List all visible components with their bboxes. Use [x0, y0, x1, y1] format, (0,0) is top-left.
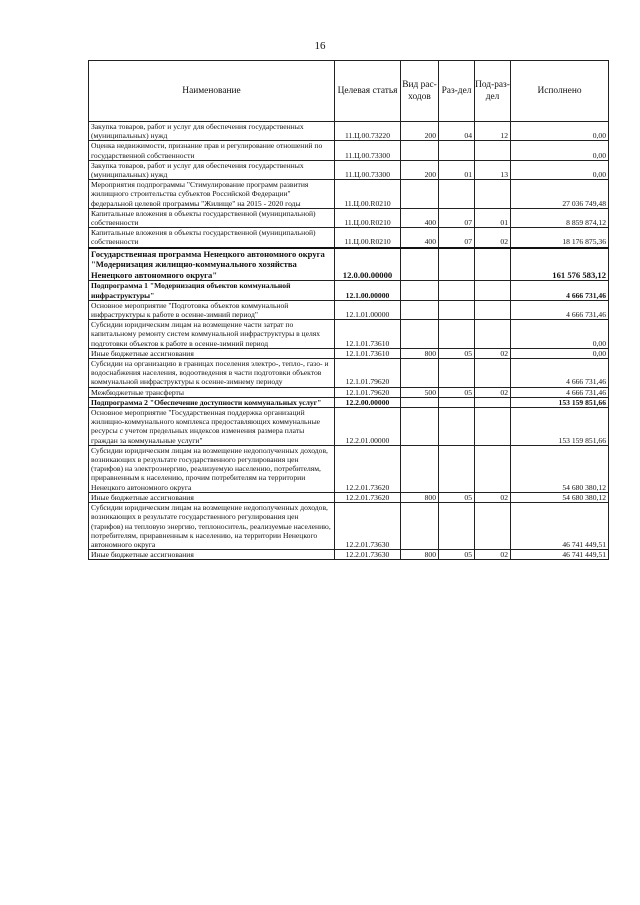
page-number: 16: [314, 40, 326, 52]
table-row: [89, 503, 609, 550]
cell-expense-type: 200: [401, 122, 439, 141]
header-section: Раз-дел: [439, 61, 475, 122]
table-row: [89, 141, 609, 160]
cell-expense-type: [401, 180, 439, 209]
cell-target-article: 12.2.01.00000: [335, 408, 401, 446]
cell-subsection: 02: [475, 492, 511, 502]
cell-name: Основное мероприятие "Подготовка объектов коммунальной инфраструктуры к работе в осенне-зимний период": [89, 300, 335, 319]
cell-subsection: 02: [475, 228, 511, 248]
cell-target-article: 11.Ц.00.R0210: [335, 228, 401, 248]
cell-executed: 161 576 583,12: [511, 248, 609, 281]
cell-name: Межбюджетные трансферты: [89, 387, 335, 397]
cell-executed: 46 741 449,51: [511, 550, 609, 560]
cell-name: Государственная программа Ненецкого автономного округа "Модернизация жилищно-коммунального хозяйства Ненецкого автономного округа": [89, 248, 335, 281]
cell-section: 07: [439, 228, 475, 248]
table-row: [89, 408, 609, 446]
cell-subsection: 01: [475, 208, 511, 227]
cell-section: [439, 445, 475, 492]
cell-name: Иные бюджетные ассигнования: [89, 492, 335, 502]
cell-target-article: 12.0.00.00000: [335, 248, 401, 281]
cell-name: Иные бюджетные ассигнования: [89, 348, 335, 358]
cell-target-article: 12.1.01.73610: [335, 320, 401, 349]
cell-target-article: 12.1.00.00000: [335, 281, 401, 300]
table-row: [89, 359, 609, 388]
cell-target-article: 12.1.01.79620: [335, 359, 401, 388]
cell-expense-type: [401, 320, 439, 349]
cell-expense-type: 800: [401, 348, 439, 358]
table-row: [89, 348, 609, 358]
cell-expense-type: 800: [401, 492, 439, 502]
cell-section: [439, 248, 475, 281]
table-row: [89, 387, 609, 397]
cell-target-article: 11.Ц.00.73300: [335, 141, 401, 160]
table-row: [89, 397, 609, 407]
cell-subsection: [475, 141, 511, 160]
cell-name: Иные бюджетные ассигнования: [89, 550, 335, 560]
table-row: [89, 492, 609, 502]
cell-subsection: 02: [475, 550, 511, 560]
cell-name: Капитальные вложения в объекты государственной (муниципальной) собственности: [89, 208, 335, 227]
cell-target-article: 12.2.00.00000: [335, 397, 401, 407]
cell-expense-type: 200: [401, 160, 439, 179]
cell-name: Основное мероприятие "Государственная поддержка организаций жилищно-коммунального комплекса предоставляющих коммунальные ресурсы с учетом предельных индексов изменения размера платы граждан за коммунальные услуги": [89, 408, 335, 446]
cell-section: [439, 180, 475, 209]
cell-executed: 4 666 731,46: [511, 359, 609, 388]
cell-executed: 54 680 380,12: [511, 445, 609, 492]
cell-executed: 153 159 851,66: [511, 408, 609, 446]
cell-executed: 27 036 749,48: [511, 180, 609, 209]
cell-section: [439, 320, 475, 349]
header-expense-type: Вид рас-ходов: [401, 61, 439, 122]
cell-section: [439, 141, 475, 160]
cell-executed: 4 666 731,46: [511, 387, 609, 397]
cell-executed: 0,00: [511, 320, 609, 349]
cell-expense-type: 400: [401, 208, 439, 227]
cell-section: 05: [439, 492, 475, 502]
table-row: [89, 300, 609, 319]
table-row: [89, 320, 609, 349]
cell-subsection: [475, 359, 511, 388]
cell-target-article: 12.2.01.73620: [335, 492, 401, 502]
header-subsection: Под-раз-дел: [475, 61, 511, 122]
cell-subsection: [475, 300, 511, 319]
cell-section: [439, 408, 475, 446]
cell-section: 01: [439, 160, 475, 179]
cell-executed: 4 666 731,46: [511, 300, 609, 319]
cell-executed: 54 680 380,12: [511, 492, 609, 502]
cell-subsection: [475, 408, 511, 446]
cell-subsection: 02: [475, 387, 511, 397]
cell-subsection: 13: [475, 160, 511, 179]
cell-subsection: [475, 180, 511, 209]
cell-target-article: 12.2.01.73630: [335, 550, 401, 560]
cell-section: 05: [439, 550, 475, 560]
cell-executed: 0,00: [511, 348, 609, 358]
cell-section: [439, 281, 475, 300]
cell-section: [439, 300, 475, 319]
cell-section: 04: [439, 122, 475, 141]
cell-executed: 8 859 874,12: [511, 208, 609, 227]
cell-subsection: [475, 397, 511, 407]
cell-section: [439, 397, 475, 407]
cell-name: Капитальные вложения в объекты государственной (муниципальной) собственности: [89, 228, 335, 248]
cell-expense-type: [401, 503, 439, 550]
cell-subsection: [475, 248, 511, 281]
cell-name: Мероприятия подпрограммы "Стимулирование программ развития жилищного строительства субъектов Российской Федерации" федеральной целевой программы "Жилище" на 2015 - 2020 годы: [89, 180, 335, 209]
cell-expense-type: [401, 281, 439, 300]
cell-subsection: [475, 281, 511, 300]
cell-name: Субсидии юридическим лицам на возмещение недополученных доходов, возникающих в результате государственного регулирования цен (тарифов) на электроэнергию, реализуемую населению, потребителям, приравненным к населению, прочим потребителям на территории Ненецкого автономного округа: [89, 445, 335, 492]
header-name: Наименование: [89, 61, 335, 122]
cell-expense-type: [401, 408, 439, 446]
cell-expense-type: [401, 248, 439, 281]
cell-expense-type: 800: [401, 550, 439, 560]
table-row: [89, 281, 609, 300]
cell-executed: 0,00: [511, 160, 609, 179]
cell-expense-type: [401, 445, 439, 492]
table-header-row: [89, 61, 609, 122]
cell-target-article: 12.2.01.73620: [335, 445, 401, 492]
cell-section: [439, 359, 475, 388]
cell-name: Субсидии юридическим лицам на возмещение недополученных доходов, возникающих в результате государственного регулирования цен (тарифов) на тепловую энергию, теплоноситель, реализуемые населению, потребителям, приравненным к населению, на территории Ненецкого автономного округа: [89, 503, 335, 550]
cell-executed: 0,00: [511, 141, 609, 160]
cell-name: Оценка недвижимости, признание прав и регулирование отношений по государственной собственности: [89, 141, 335, 160]
cell-executed: 0,00: [511, 122, 609, 141]
cell-expense-type: [401, 141, 439, 160]
cell-expense-type: 500: [401, 387, 439, 397]
cell-subsection: [475, 320, 511, 349]
cell-subsection: 02: [475, 348, 511, 358]
cell-subsection: [475, 503, 511, 550]
header-executed: Исполнено: [511, 61, 609, 122]
cell-section: 05: [439, 348, 475, 358]
table-row: [89, 122, 609, 141]
table-row: [89, 248, 609, 281]
table-row: [89, 160, 609, 179]
cell-target-article: 12.2.01.73630: [335, 503, 401, 550]
cell-section: 07: [439, 208, 475, 227]
cell-subsection: 12: [475, 122, 511, 141]
cell-target-article: 11.Ц.00.73300: [335, 160, 401, 179]
table-row: [89, 228, 609, 248]
cell-section: [439, 503, 475, 550]
header-target-article: Целевая статья: [335, 61, 401, 122]
cell-target-article: 12.1.01.00000: [335, 300, 401, 319]
table-row: [89, 445, 609, 492]
cell-name: Подпрограмма 1 "Модернизация объектов коммунальной инфраструктуры": [89, 281, 335, 300]
cell-executed: 4 666 731,46: [511, 281, 609, 300]
cell-executed: 18 176 875,36: [511, 228, 609, 248]
budget-table: [88, 60, 609, 560]
cell-executed: 153 159 851,66: [511, 397, 609, 407]
cell-name: Субсидии юридическим лицам на возмещение части затрат по капитальному ремонту систем коммунальной инфраструктуры в целях подготовки объектов к работе в осенне-зимний период: [89, 320, 335, 349]
cell-executed: 46 741 449,51: [511, 503, 609, 550]
cell-expense-type: [401, 397, 439, 407]
cell-target-article: 12.1.01.73610: [335, 348, 401, 358]
cell-name: Подпрограмма 2 "Обеспечение доступности коммунальных услуг": [89, 397, 335, 407]
cell-target-article: 11.Ц.00.R0210: [335, 208, 401, 227]
table-row: [89, 208, 609, 227]
cell-expense-type: 400: [401, 228, 439, 248]
cell-target-article: 12.1.01.79620: [335, 387, 401, 397]
cell-target-article: 11.Ц.00.R0210: [335, 180, 401, 209]
cell-name: Закупка товаров, работ и услуг для обеспечения государственных (муниципальных) нужд: [89, 160, 335, 179]
table-row: [89, 180, 609, 209]
cell-expense-type: [401, 359, 439, 388]
cell-name: Субсидии на организацию в границах поселения электро-, тепло-, газо- и водоснабжения населения, водоотведения в части подготовки объектов коммунальной инфраструктуры к осенне-зимнему периоду: [89, 359, 335, 388]
cell-name: Закупка товаров, работ и услуг для обеспечения государственных (муниципальных) нужд: [89, 122, 335, 141]
cell-target-article: 11.Ц.00.73220: [335, 122, 401, 141]
cell-section: 05: [439, 387, 475, 397]
cell-subsection: [475, 445, 511, 492]
cell-expense-type: [401, 300, 439, 319]
table-row: [89, 550, 609, 560]
